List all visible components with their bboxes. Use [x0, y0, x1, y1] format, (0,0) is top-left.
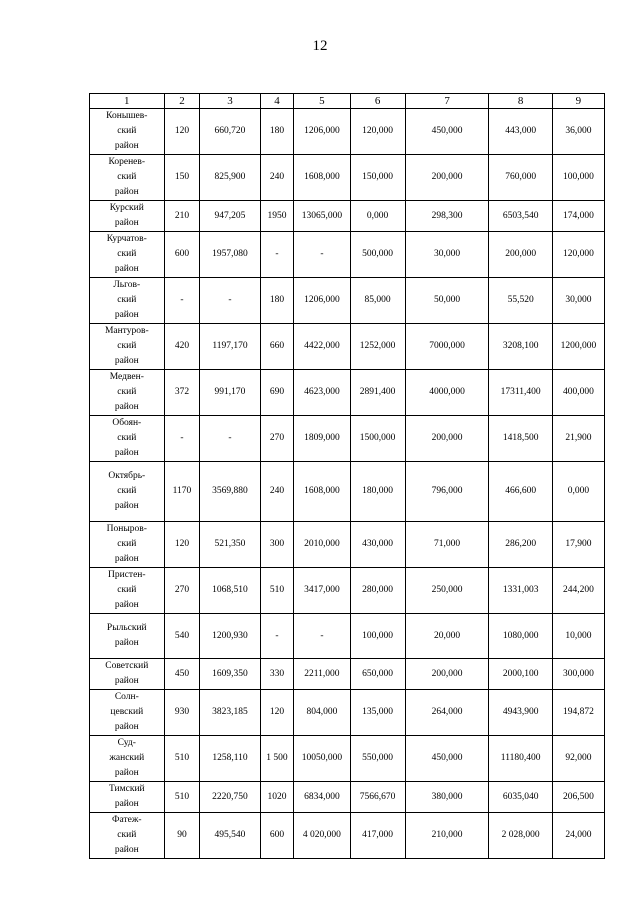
table-cell-col-9: 24,000 — [552, 813, 604, 859]
district-name — [90, 690, 165, 736]
table-cell-col-9: 174,000 — [552, 201, 604, 232]
table-cell-col-8: 4943,900 — [489, 690, 552, 736]
table-cell-col-6: 180,000 — [350, 462, 405, 522]
district-name — [90, 278, 165, 324]
table-cell-col-6: 417,000 — [350, 813, 405, 859]
district-name — [90, 462, 165, 522]
table-row — [90, 522, 605, 568]
district-name — [90, 155, 165, 201]
table-cell-col-7: 250,000 — [405, 568, 489, 614]
district-name-line: жанский — [109, 753, 145, 763]
district-name-line: ский — [117, 341, 137, 351]
district-name-line: Медвен- — [109, 372, 144, 382]
table-cell-col-7: 4000,000 — [405, 370, 489, 416]
table-cell-col-9: 400,000 — [552, 370, 604, 416]
table-cell-col-9: 206,500 — [552, 782, 604, 813]
table-cell-col-3: 3823,185 — [200, 690, 260, 736]
table-cell-col-5: 6834,000 — [294, 782, 350, 813]
table-cell-col-2: 450 — [164, 659, 200, 690]
table-cell-col-5: 13065,000 — [294, 201, 350, 232]
table-cell-col-2: 930 — [164, 690, 200, 736]
table-row — [90, 462, 605, 522]
district-name — [90, 370, 165, 416]
district-name-line: район — [114, 310, 139, 320]
district-name-line: Советский — [105, 661, 149, 671]
table-cell-col-7: 450,000 — [405, 109, 489, 155]
table-cell-col-4: 1 500 — [260, 736, 294, 782]
district-name-line: район — [114, 356, 139, 366]
table-cell-col-8: 3208,100 — [489, 324, 552, 370]
table-cell-col-2: 510 — [164, 736, 200, 782]
district-name — [90, 324, 165, 370]
district-name-line: район — [114, 141, 139, 151]
column-header-6: 6 — [350, 94, 405, 109]
table-cell-col-3: 1200,930 — [200, 614, 260, 659]
table-header-row — [90, 94, 605, 109]
table-cell-col-9: 10,000 — [552, 614, 604, 659]
table-cell-col-4: 510 — [260, 568, 294, 614]
table-cell-col-4: 300 — [260, 522, 294, 568]
district-name — [90, 782, 165, 813]
table-cell-col-8: 6503,540 — [489, 201, 552, 232]
district-name — [90, 813, 165, 859]
table-row — [90, 109, 605, 155]
table-cell-col-6: 1252,000 — [350, 324, 405, 370]
table-cell-col-2: 1170 — [164, 462, 200, 522]
table-cell-col-8: 466,600 — [489, 462, 552, 522]
district-name-line: Пристен- — [108, 570, 146, 580]
table-cell-col-7: 7000,000 — [405, 324, 489, 370]
table-row — [90, 736, 605, 782]
table-cell-col-7: 264,000 — [405, 690, 489, 736]
table-cell-col-4: 270 — [260, 416, 294, 462]
table-row — [90, 659, 605, 690]
table-cell-col-5: 1608,000 — [294, 155, 350, 201]
district-name-line: район — [114, 768, 139, 778]
table-cell-col-3: 521,350 — [200, 522, 260, 568]
table-cell-col-4: 180 — [260, 278, 294, 324]
table-cell-col-5: 1206,000 — [294, 109, 350, 155]
column-header-4: 4 — [260, 94, 294, 109]
table-cell-col-2: 120 — [164, 522, 200, 568]
district-data-table — [89, 93, 605, 859]
table-row — [90, 278, 605, 324]
district-name-line: ский — [117, 172, 137, 182]
district-name-line: Курчатов- — [106, 234, 147, 244]
table-row — [90, 568, 605, 614]
table-cell-col-8: 55,520 — [489, 278, 552, 324]
table-cell-col-2: 420 — [164, 324, 200, 370]
table-row — [90, 232, 605, 278]
district-name-line: район — [114, 501, 139, 511]
table-cell-col-5: 2211,000 — [294, 659, 350, 690]
table-cell-col-2: 150 — [164, 155, 200, 201]
district-name-line: район — [114, 676, 139, 686]
table-cell-col-3: 3569,880 — [200, 462, 260, 522]
table-cell-col-4: 330 — [260, 659, 294, 690]
table-cell-col-8: 6035,040 — [489, 782, 552, 813]
district-name-line: Поныров- — [106, 524, 147, 534]
district-name-line: Рыльский — [106, 623, 147, 633]
district-name-line: ский — [117, 486, 137, 496]
table-cell-col-7: 71,000 — [405, 522, 489, 568]
district-name-line: район — [114, 638, 139, 648]
table-cell-col-8: 760,000 — [489, 155, 552, 201]
table-cell-col-2: 510 — [164, 782, 200, 813]
table-cell-col-4: 180 — [260, 109, 294, 155]
district-name-line: Мантуров- — [104, 326, 149, 336]
district-name-line: Обоян- — [112, 418, 142, 428]
table-cell-col-2: 90 — [164, 813, 200, 859]
table-cell-col-3: 825,900 — [200, 155, 260, 201]
table-cell-col-6: 135,000 — [350, 690, 405, 736]
district-name — [90, 568, 165, 614]
district-name — [90, 614, 165, 659]
table-row — [90, 370, 605, 416]
district-name-line: район — [114, 264, 139, 274]
district-name-line: Фатеж- — [112, 815, 142, 825]
table-cell-col-9: 0,000 — [552, 462, 604, 522]
table-cell-col-9: 120,000 — [552, 232, 604, 278]
district-name-line: район — [114, 600, 139, 610]
table-cell-col-9: 1200,000 — [552, 324, 604, 370]
table-cell-col-5: - — [294, 232, 350, 278]
table-cell-col-9: 36,000 — [552, 109, 604, 155]
table-row — [90, 813, 605, 859]
district-name-line: Суд- — [117, 738, 136, 748]
table-row — [90, 155, 605, 201]
table-cell-col-4: 600 — [260, 813, 294, 859]
district-name — [90, 659, 165, 690]
table-cell-col-7: 20,000 — [405, 614, 489, 659]
table-cell-col-6: 85,000 — [350, 278, 405, 324]
table-cell-col-9: 92,000 — [552, 736, 604, 782]
table-cell-col-5: 2010,000 — [294, 522, 350, 568]
district-name-line: ский — [117, 295, 137, 305]
table-cell-col-6: 500,000 — [350, 232, 405, 278]
column-header-3: 3 — [200, 94, 260, 109]
table-cell-col-8: 2 028,000 — [489, 813, 552, 859]
table-cell-col-8: 11180,400 — [489, 736, 552, 782]
table-cell-col-6: 150,000 — [350, 155, 405, 201]
table-cell-col-7: 450,000 — [405, 736, 489, 782]
table-cell-col-8: 443,000 — [489, 109, 552, 155]
table-cell-col-5: 4623,000 — [294, 370, 350, 416]
table-row — [90, 324, 605, 370]
district-name-line: Тимский — [108, 784, 145, 794]
table-cell-col-6: 1500,000 — [350, 416, 405, 462]
table-cell-col-7: 796,000 — [405, 462, 489, 522]
table-cell-col-3: - — [200, 278, 260, 324]
table-cell-col-9: 100,000 — [552, 155, 604, 201]
district-name-line: Солн- — [114, 692, 139, 702]
table-cell-col-6: 280,000 — [350, 568, 405, 614]
table-cell-col-3: - — [200, 416, 260, 462]
table-cell-col-4: 240 — [260, 462, 294, 522]
district-name-line: район — [114, 187, 139, 197]
district-name — [90, 736, 165, 782]
district-name-line: цевский — [110, 707, 144, 717]
table-cell-col-2: 120 — [164, 109, 200, 155]
table-cell-col-9: 17,900 — [552, 522, 604, 568]
table-cell-col-3: 495,540 — [200, 813, 260, 859]
table-row — [90, 614, 605, 659]
table-cell-col-6: 100,000 — [350, 614, 405, 659]
table-cell-col-5: 804,000 — [294, 690, 350, 736]
table-cell-col-5: 1206,000 — [294, 278, 350, 324]
district-name-line: ский — [117, 433, 137, 443]
table-cell-col-4: 120 — [260, 690, 294, 736]
table-cell-col-5: 4422,000 — [294, 324, 350, 370]
table-cell-col-7: 30,000 — [405, 232, 489, 278]
column-header-1: 1 — [90, 94, 165, 109]
table-cell-col-3: 2220,750 — [200, 782, 260, 813]
table-cell-col-5: - — [294, 614, 350, 659]
table-row — [90, 416, 605, 462]
table-cell-col-3: 991,170 — [200, 370, 260, 416]
table-cell-col-5: 1809,000 — [294, 416, 350, 462]
table-cell-col-8: 2000,100 — [489, 659, 552, 690]
table-cell-col-7: 380,000 — [405, 782, 489, 813]
table-cell-col-5: 1608,000 — [294, 462, 350, 522]
table-cell-col-8: 1331,003 — [489, 568, 552, 614]
table-cell-col-6: 7566,670 — [350, 782, 405, 813]
table-cell-col-4: 240 — [260, 155, 294, 201]
column-header-8: 8 — [489, 94, 552, 109]
district-name-line: Конышев- — [106, 111, 148, 121]
district-name-line: ский — [117, 539, 137, 549]
district-name-line: район — [114, 799, 139, 809]
column-header-2: 2 — [164, 94, 200, 109]
table-cell-col-2: 540 — [164, 614, 200, 659]
table-cell-col-7: 200,000 — [405, 155, 489, 201]
table-row — [90, 782, 605, 813]
table-cell-col-8: 17311,400 — [489, 370, 552, 416]
district-name-line: ский — [117, 585, 137, 595]
table-cell-col-9: 244,200 — [552, 568, 604, 614]
district-name-line: ский — [117, 387, 137, 397]
table-cell-col-2: - — [164, 416, 200, 462]
table-cell-col-9: 194,872 — [552, 690, 604, 736]
district-name-line: район — [114, 554, 139, 564]
column-header-5: 5 — [294, 94, 350, 109]
district-name-line: Льгов- — [113, 280, 141, 290]
table-cell-col-4: 660 — [260, 324, 294, 370]
table-cell-col-4: 1950 — [260, 201, 294, 232]
district-name-line: район — [114, 722, 139, 732]
district-name — [90, 109, 165, 155]
district-name-line: район — [114, 448, 139, 458]
table-body — [90, 109, 605, 859]
column-header-9: 9 — [552, 94, 604, 109]
district-name — [90, 522, 165, 568]
table-cell-col-7: 200,000 — [405, 416, 489, 462]
table-cell-col-3: 1197,170 — [200, 324, 260, 370]
table-cell-col-7: 298,300 — [405, 201, 489, 232]
table-cell-col-2: 372 — [164, 370, 200, 416]
table-cell-col-8: 286,200 — [489, 522, 552, 568]
table-cell-col-8: 1418,500 — [489, 416, 552, 462]
table-cell-col-9: 300,000 — [552, 659, 604, 690]
column-header-7: 7 — [405, 94, 489, 109]
table-cell-col-4: 1020 — [260, 782, 294, 813]
district-name-line: район — [114, 402, 139, 412]
district-name — [90, 232, 165, 278]
table-cell-col-3: 660,720 — [200, 109, 260, 155]
table-cell-col-3: 1609,350 — [200, 659, 260, 690]
table-cell-col-3: 1068,510 — [200, 568, 260, 614]
table-cell-col-8: 1080,000 — [489, 614, 552, 659]
table-cell-col-2: 210 — [164, 201, 200, 232]
table-cell-col-6: 0,000 — [350, 201, 405, 232]
table-cell-col-4: - — [260, 232, 294, 278]
district-name-line: ский — [117, 249, 137, 259]
table-cell-col-3: 1258,110 — [200, 736, 260, 782]
district-name-line: Курский — [109, 203, 144, 213]
district-name-line: ский — [117, 126, 137, 136]
table-cell-col-6: 120,000 — [350, 109, 405, 155]
table-cell-col-7: 210,000 — [405, 813, 489, 859]
table-cell-col-9: 30,000 — [552, 278, 604, 324]
district-name — [90, 201, 165, 232]
table-cell-col-4: 690 — [260, 370, 294, 416]
district-name — [90, 416, 165, 462]
table-row — [90, 690, 605, 736]
page-number: 12 — [312, 38, 328, 54]
table-cell-col-4: - — [260, 614, 294, 659]
table-cell-col-6: 2891,400 — [350, 370, 405, 416]
table-cell-col-7: 200,000 — [405, 659, 489, 690]
table-cell-col-5: 4 020,000 — [294, 813, 350, 859]
table-cell-col-6: 650,000 — [350, 659, 405, 690]
district-name-line: район — [114, 845, 139, 855]
table-cell-col-8: 200,000 — [489, 232, 552, 278]
table-cell-col-2: - — [164, 278, 200, 324]
district-name-line: район — [114, 218, 139, 228]
table-cell-col-7: 50,000 — [405, 278, 489, 324]
table-cell-col-3: 947,205 — [200, 201, 260, 232]
table-cell-col-5: 10050,000 — [294, 736, 350, 782]
district-name-line: ский — [117, 830, 137, 840]
district-name-line: Октябрь- — [108, 471, 146, 481]
district-name-line: Коренев- — [108, 157, 146, 167]
table-cell-col-3: 1957,080 — [200, 232, 260, 278]
table-cell-col-9: 21,900 — [552, 416, 604, 462]
table-row — [90, 201, 605, 232]
table-cell-col-6: 550,000 — [350, 736, 405, 782]
table-cell-col-2: 600 — [164, 232, 200, 278]
table-cell-col-6: 430,000 — [350, 522, 405, 568]
table-cell-col-2: 270 — [164, 568, 200, 614]
table-cell-col-5: 3417,000 — [294, 568, 350, 614]
